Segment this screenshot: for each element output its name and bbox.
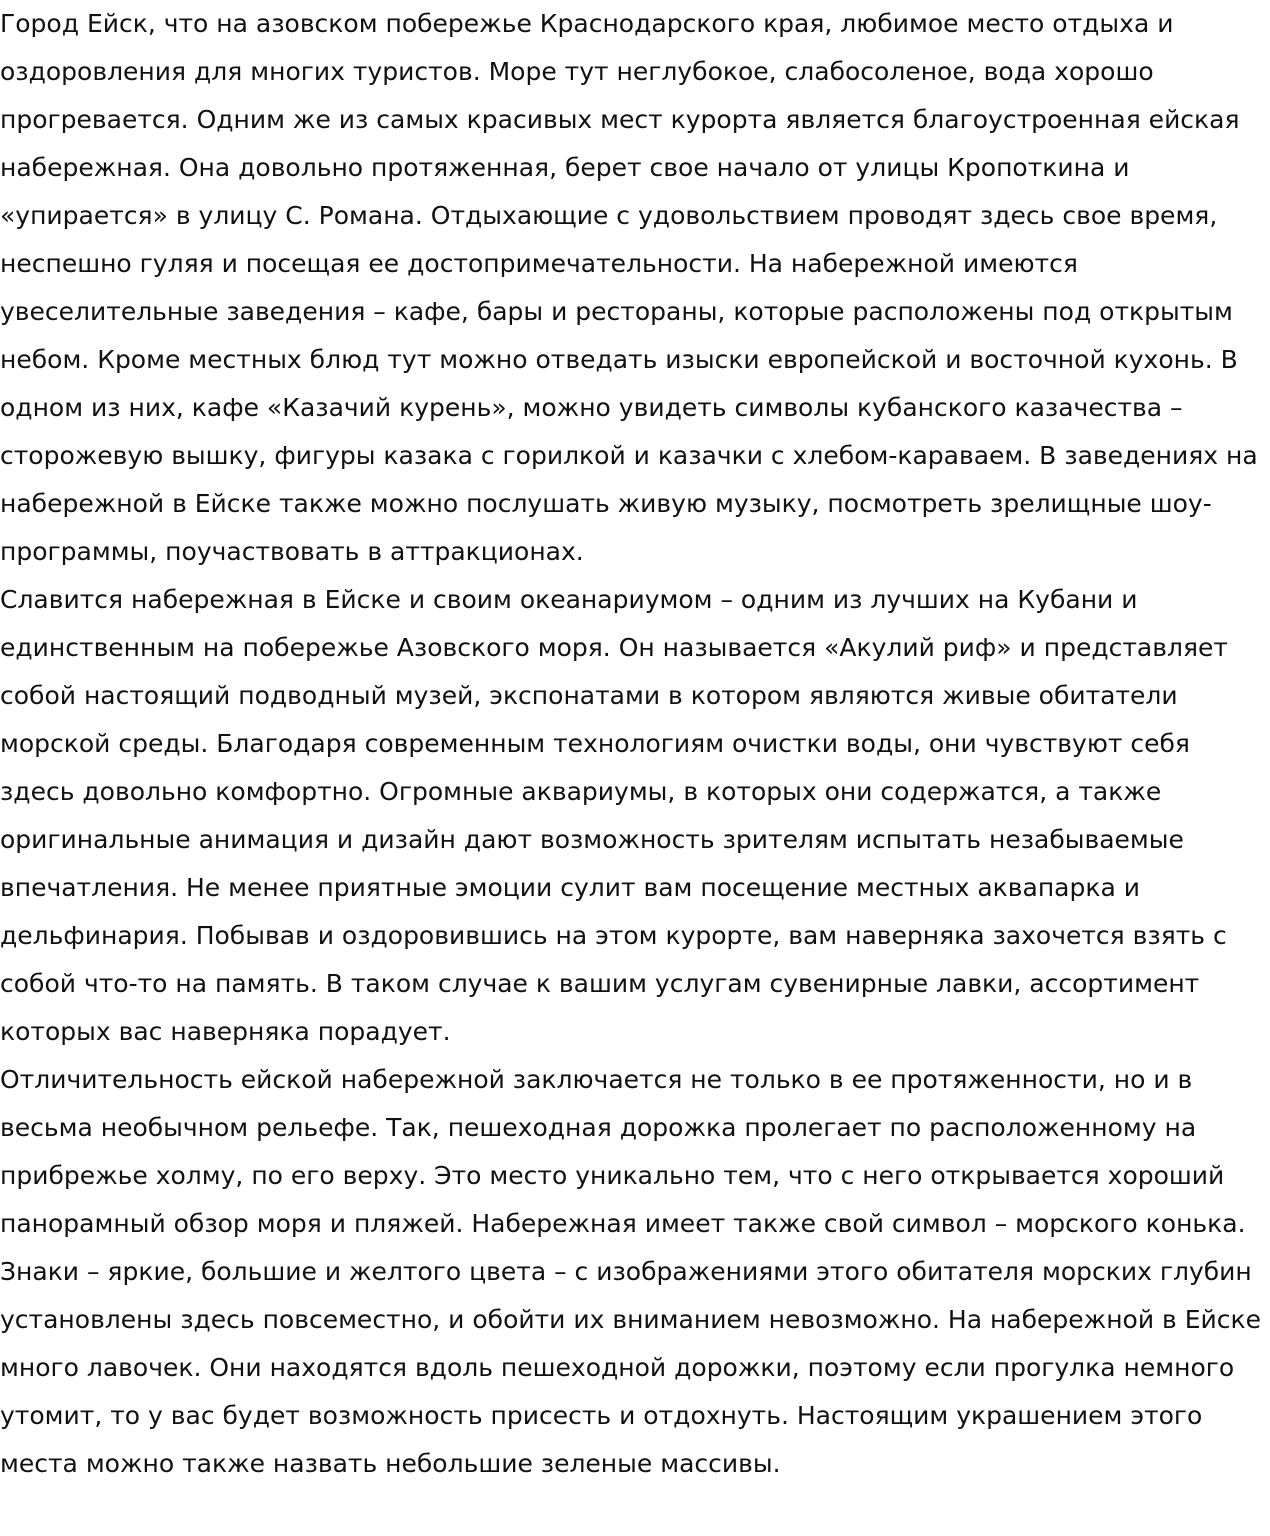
paragraph-2: Славится набережная в Ейске и своим океанариумом – одним из лучших на Кубани и единственным на побережье Азовского моря. Он называется «Акулий риф» и представляет собой настоящий подводный музей, экспонатами в котором являются живые обитатели морской среды. Благодаря современным технологиям очистки воды, они чувствуют себя здесь довольно комфортно. Огромные аквариумы, в которых они содержатся, а также оригинальные анимация и дизайн дают возможность зрителям испытать незабываемые впечатления. Не менее приятные эмоции сулит вам посещение местных аквапарка и дельфинария. Побывав и оздоровившись на этом курорте, вам наверняка захочется взять с собой что-то на память. В таком случае к вашим услугам сувенирные лавки, ассортимент которых вас наверняка порадует. (0, 585, 1228, 1046)
paragraph-3: Отличительность ейской набережной заключается не только в ее протяженности, но и в весьма необычном рельефе. Так, пешеходная дорожка пролегает по расположенному на прибрежье холму, по его верху. Это место уникально тем, что с него открывается хороший панорамный обзор моря и пляжей. Набережная имеет также свой символ – морского конька. Знаки – яркие, большие и желтого цвета – с изображениями этого обитателя морских глубин установлены здесь повсеместно, и обойти их вниманием невозможно. На набережной в Ейске много лавочек. Они находятся вдоль пешеходной дорожки, поэтому если прогулка немного утомит, то у вас будет возможность присесть и отдохнуть. Настоящим украшением этого места можно также назвать небольшие зеленые массивы. (0, 1065, 1261, 1478)
paragraph-1: Город Ейск, что на азовском побережье Краснодарского края, любимое место отдыха и оздоровления для многих туристов. Море тут неглубокое, слабосоленое, вода хорошо прогревается. Одним же из самых красивых мест курорта является благоустроенная ейская набережная. Она довольно протяженная, берет свое начало от улицы Кропоткина и «упирается» в улицу С. Романа. Отдыхающие с удовольствием проводят здесь свое время, неспешно гуляя и посещая ее достопримечательности. На набережной имеются увеселительные заведения – кафе, бары и рестораны, которые расположены под открытым небом. Кроме местных блюд тут можно отведать изыски европейской и восточной кухонь. В одном из них, кафе «Казачий курень», можно увидеть символы кубанского казачества – сторожевую вышку, фигуры казака с горилкой и казачки с хлебом-караваем. В заведениях на набережной в Ейске также можно послушать живую музыку, посмотреть зрелищные шоу-программы, поучаствовать в аттракционах. (0, 9, 1258, 566)
